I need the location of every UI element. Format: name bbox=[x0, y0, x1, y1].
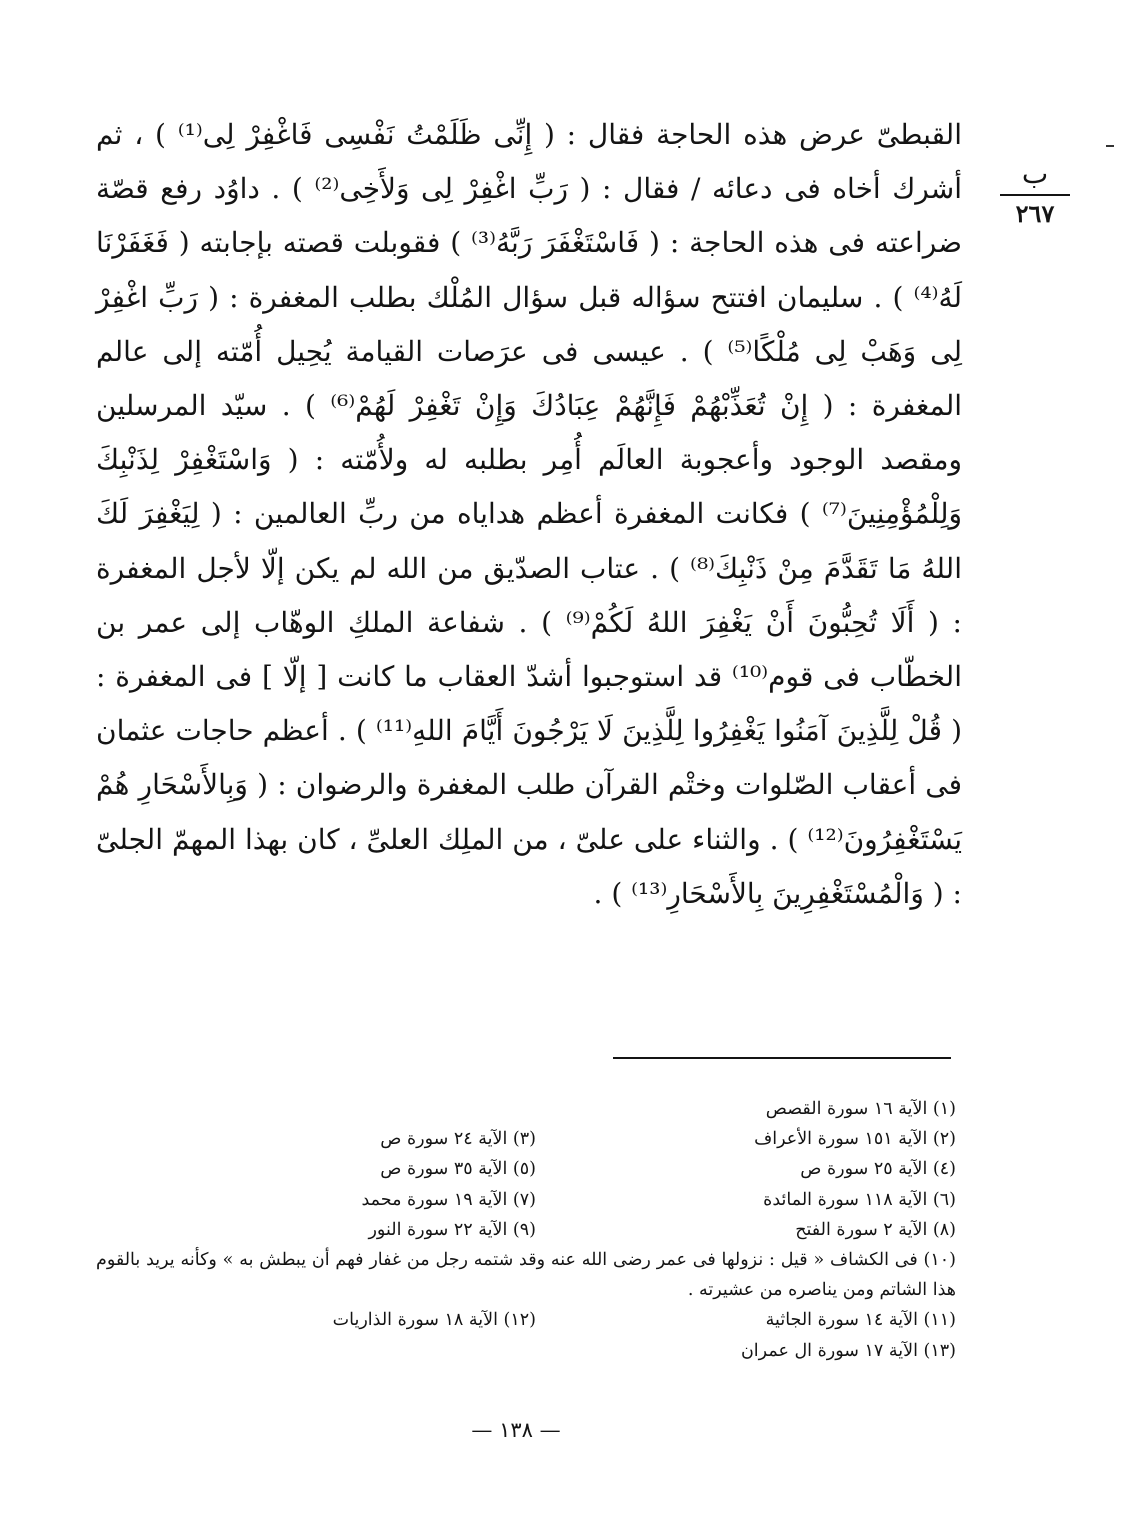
scan-mark bbox=[1106, 145, 1114, 147]
footnote-10: (١٠) فى الكشاف « قيل : نزولها فى عمر رضى الله عنه وقد شتمه رجل من غفار فهم أن يبطش به » وكأنه يريد بالقوم هذا الشاتم ومن يناصره من عشيرته . bbox=[96, 1249, 956, 1301]
body-paragraph: القبطىّ عرض هذه الحاجة فقال : ( إِنِّى ظَلَمْتُ نَفْسِى فَاغْفِرْ لِى⁽¹⁾ ) ، ثم أشرك أخاه فى دعائه / فقال : ( رَبِّ اغْفِرْ لِى وَلأَخِى⁽²⁾ ) . داوُد رفع قصّة ضراعته فى هذه الحاجة : ( فَاسْتَغْفَرَ رَبَّهُ⁽³⁾ ) فقوبلت قصته بإجابته ( فَغَفَرْنَا لَهُ⁽⁴⁾ ) . سليمان افتتح سؤاله قبل سؤال المُلْك بطلب المغفرة : ( رَبِّ اغْفِرْ لِى وَهَبْ لِى مُلْكًا⁽⁵⁾ ) . عيسى فى عرَصات القيامة يُحِيل أُمّته إلى عالم المغفرة : ( إِنْ تُعَذِّبْهُمْ فَإِنَّهُمْ عِبَادُكَ وَإِنْ تَغْفِرْ لَهُمْ⁽⁶⁾ ) . سيّد المرسلين ومقصد الوجود وأعجوبة العالَم أُمِر بطلبه له ولأُمّته : ( وَاسْتَغْفِرْ لِذَنْبِكَ وَلِلْمُؤْمِنِينَ⁽⁷⁾ ) فكانت المغفرة أعظم هداياه من ربِّ العالمين : ( لِيَغْفِرَ لَكَ اللهُ مَا تَقَدَّمَ مِنْ ذَنْبِكَ⁽⁸⁾ ) . عتاب الصدّيق من الله لم يكن إلّا لأجل المغفرة : ( أَلَا تُحِبُّونَ أَنْ يَغْفِرَ اللهُ لَكُمْ⁽⁹⁾ ) . شفاعة الملكِ الوهّاب إلى عمر بن الخطّاب فى قوم⁽¹⁰⁾ قد استوجبوا أشدّ العقاب ما كانت [ إلّا ] فى المغفرة : ( قُلْ لِلَّذِينَ آمَنُوا يَغْفِرُوا لِلَّذِينَ لَا يَرْجُونَ أَيَّامَ اللهِ⁽¹¹⁾ ) . أعظم حاجات عثمان فى أعقاب الصّلوات وختْم القرآن طلب المغفرة والرضوان : ( وَبِالأَسْحَارِ هُمْ يَسْتَغْفِرُونَ⁽¹²⁾ ) . والثناء على علىّ ، من الملِك العلىِّ ، كان بهذا المهمّ الجلىّ : ( وَالْمُسْتَغْفِرِينَ بِالأَسْحَارِ⁽¹³⁾ ) . bbox=[96, 118, 963, 910]
footnote-row bbox=[96, 1215, 956, 1245]
footnote-2: (٢) الآية ١٥١ سورة الأعراف bbox=[754, 1129, 956, 1150]
folio-number: ٢٦٧ bbox=[1015, 199, 1055, 228]
folio-side-letter: ب bbox=[1000, 160, 1070, 196]
footnotes-section bbox=[96, 1094, 956, 1366]
footnote-7: (٧) الآية ١٩ سورة محمد bbox=[361, 1189, 536, 1210]
footnote-9: (٩) الآية ٢٢ سورة النور bbox=[368, 1219, 536, 1240]
footnote-12: (١٢) الآية ١٨ سورة الذاريات bbox=[332, 1310, 536, 1331]
footnote-13: (١٣) الآية ١٧ سورة ال عمران bbox=[740, 1340, 956, 1361]
footnote-row bbox=[96, 1124, 956, 1154]
footnote-divider bbox=[613, 1057, 951, 1059]
footnote-row bbox=[96, 1336, 956, 1366]
footnote-4: (٤) الآية ٢٥ سورة ص bbox=[800, 1159, 956, 1180]
footnote-empty bbox=[286, 1094, 536, 1124]
footnote-row bbox=[96, 1094, 956, 1124]
footnote-6: (٦) الآية ١١٨ سورة المائدة bbox=[763, 1189, 956, 1210]
footnote-1: (١) الآية ١٦ سورة القصص bbox=[765, 1099, 956, 1119]
main-body-text bbox=[96, 108, 962, 921]
page-number: — ١٣٨ — bbox=[471, 1418, 561, 1442]
footnote-8: (٨) الآية ٢ سورة الفتح bbox=[795, 1219, 956, 1240]
footnote-row bbox=[96, 1305, 956, 1335]
footnote-5: (٥) الآية ٣٥ سورة ص bbox=[380, 1159, 536, 1180]
footnote-row bbox=[96, 1185, 956, 1215]
footnote-row bbox=[96, 1154, 956, 1184]
manuscript-folio-note bbox=[1000, 157, 1070, 228]
footnote-3: (٣) الآية ٢٤ سورة ص bbox=[380, 1129, 536, 1150]
footnote-11: (١١) الآية ١٤ سورة الجاثية bbox=[765, 1310, 956, 1331]
